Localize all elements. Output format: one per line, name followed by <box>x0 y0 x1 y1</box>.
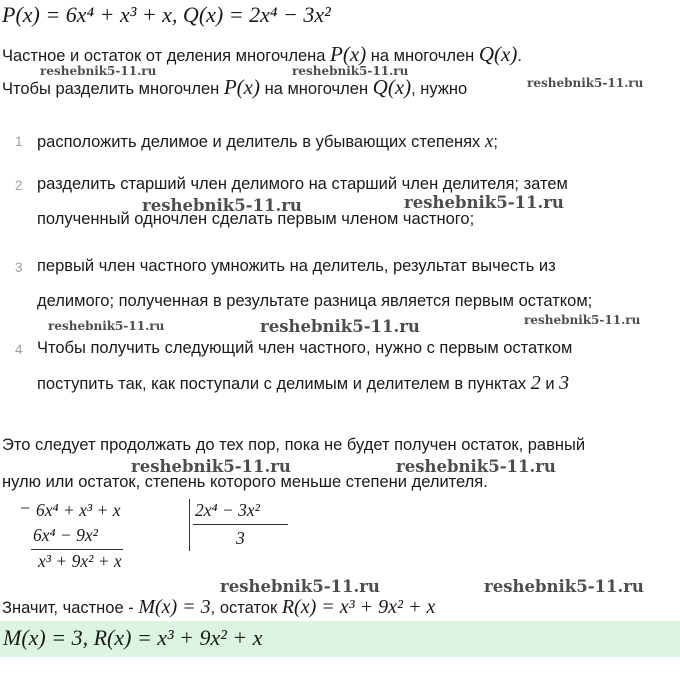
result-remainder: R(x) = x³ + 9x² + x <box>281 596 436 618</box>
watermark: reshebnik5-11.ru <box>524 313 641 327</box>
step-line: ; <box>493 133 498 151</box>
division-divisor: 2x⁴ − 3x² <box>195 500 260 520</box>
intro-text: на многочлен <box>366 47 479 65</box>
division-quotient-line <box>193 524 288 525</box>
step-line <box>37 372 569 395</box>
division-bar <box>189 499 190 551</box>
watermark: reshebnik5-11.ru <box>260 317 420 336</box>
step-ref: 3 <box>559 372 570 394</box>
watermark: reshebnik5-11.ru <box>48 319 165 333</box>
step-number: 4 <box>15 342 23 357</box>
intro-q-symbol: Q(x) <box>372 75 412 99</box>
watermark: reshebnik5-11.ru <box>404 193 564 212</box>
intro-text: Чтобы разделить многочлен <box>2 80 224 98</box>
intro-text: , нужно <box>411 80 468 98</box>
watermark: reshebnik5-11.ru <box>527 76 644 90</box>
division-dividend: 6x⁴ + x³ + x <box>36 500 121 520</box>
step-ref-join: и <box>540 375 560 393</box>
problem-statement: P(x) = 6x⁴ + x³ + x, Q(x) = 2x⁴ − 3x² <box>2 2 331 27</box>
intro-text: Частное и остаток от деления многочлена <box>2 47 331 65</box>
result-middle: , остаток <box>210 599 282 617</box>
intro-text: . <box>517 47 522 65</box>
watermark: reshebnik5-11.ru <box>396 457 556 476</box>
result-quotient: M(x) = 3 <box>138 596 211 618</box>
intro-text: на многочлен <box>260 80 373 98</box>
result-line <box>2 596 435 619</box>
intro-line-2 <box>2 75 467 100</box>
conclusion-line-2: нулю или остаток, степень которого меньше степени делителя. <box>2 473 488 491</box>
watermark: reshebnik5-11.ru <box>131 457 291 476</box>
intro-p-symbol: P(x) <box>330 42 367 66</box>
step-number: 3 <box>15 260 23 275</box>
step-line: разделить старший член делимого на старший член делителя; затем <box>37 175 568 193</box>
watermark: reshebnik5-11.ru <box>220 577 380 596</box>
step-ref: 2 <box>530 372 541 394</box>
division-remainder: x³ + 9x² + x <box>38 551 122 571</box>
division-subtract-line <box>31 549 123 550</box>
division-minus: − <box>19 498 32 518</box>
step-line: делимого; полученная в результате разница является первым остатком; <box>37 292 593 310</box>
step-number: 2 <box>15 178 23 193</box>
step-text <box>37 131 498 153</box>
intro-p-symbol: P(x) <box>223 75 260 99</box>
step-line: первый член частного умножить на делитель, результат вычесть из <box>37 257 556 275</box>
step-line: расположить делимое и делитель в убывающих степенях <box>37 133 485 151</box>
step-line: Чтобы получить следующий член частного, нужно с первым остатком <box>37 339 573 357</box>
watermark: reshebnik5-11.ru <box>292 64 409 78</box>
step-line-text: поступить так, как поступали с делимым и делителем в пунктах <box>37 375 531 393</box>
step-number: 1 <box>15 134 23 149</box>
step-line: полученный одночлен сделать первым членом частного; <box>37 210 475 228</box>
watermark: reshebnik5-11.ru <box>40 64 157 78</box>
watermark: reshebnik5-11.ru <box>484 577 644 596</box>
conclusion-line-1: Это следует продолжать до тех пор, пока не будет получен остаток, равный <box>2 436 586 454</box>
watermark: reshebnik5-11.ru <box>142 196 302 215</box>
answer-text: M(x) = 3, R(x) = x³ + 9x² + x <box>3 625 263 650</box>
division-quotient: 3 <box>236 528 245 548</box>
division-subtrahend: 6x⁴ − 9x² <box>33 525 98 545</box>
result-prefix: Значит, частное - <box>2 599 139 617</box>
step-variable: x <box>484 131 494 152</box>
intro-q-symbol: Q(x) <box>478 42 518 66</box>
